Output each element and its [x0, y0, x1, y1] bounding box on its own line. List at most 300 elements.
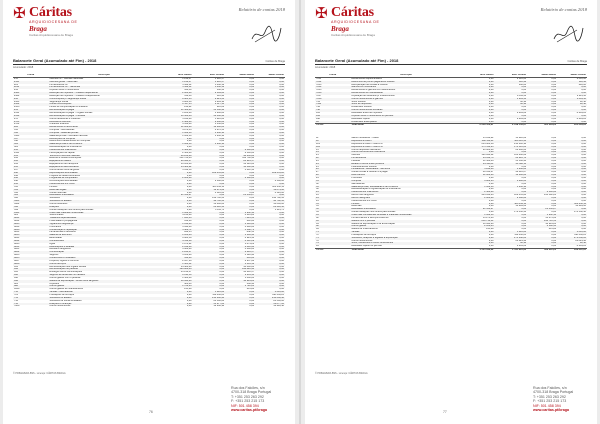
table-cell: 0,00: [495, 214, 528, 217]
table-cell: Água: [49, 242, 55, 245]
table-cell: 189 455,20: [514, 194, 527, 197]
table-cell: 2 310,00: [576, 77, 586, 80]
table-cell: 2 500,00: [462, 191, 495, 194]
table-cell: Resultado líquido: [351, 117, 370, 120]
table-cell: 0,00: [527, 151, 557, 154]
table-cell: 0,00: [255, 212, 285, 215]
table-cell: 2 811,50: [225, 274, 255, 277]
table-cell: Descontos de pronto pagamento obtidos: [350, 81, 462, 84]
table-cell: 0,00: [279, 163, 284, 166]
table-cell: 0,00: [551, 199, 557, 202]
table-cell: 0,00: [186, 140, 192, 143]
table-cell: 13 818,22: [482, 137, 494, 140]
table-cell: 0,00: [249, 305, 255, 308]
table-cell: 55: [316, 205, 319, 208]
table-cell: 437: [14, 168, 18, 171]
table-cell: 12 940,18: [213, 305, 225, 308]
table-cell: 2 246,37: [225, 251, 255, 254]
table-cell: 0,00: [488, 100, 494, 103]
table-cell: 0,00: [255, 194, 285, 197]
table-cell: 5 442,12: [160, 86, 193, 89]
table-cell: 0,00: [581, 177, 586, 179]
column-header: Saldo Crédito: [255, 74, 285, 77]
nif: NIF: 501 458 394: [533, 403, 561, 408]
report-title: Relatório de contas 2018: [238, 7, 285, 12]
table-cell: 118 430,25: [514, 233, 527, 236]
table-cell: 2 117,15: [160, 103, 193, 106]
table-cell: Investimentos financeiros: [48, 149, 160, 152]
table-cell: 8 904,22: [516, 117, 527, 120]
logo-name: Cáritas: [29, 5, 72, 20]
table-cell: Juros obtidos: [351, 100, 366, 103]
table-cell: 0,00: [462, 121, 495, 124]
table-cell: 312: [13, 132, 48, 135]
table-cell: Subsídios, doações e legados à exploração: [350, 237, 462, 240]
table-cell: 9 811,36: [576, 94, 586, 97]
table-cell: 0,00: [462, 231, 495, 234]
table-cell: 0,00: [225, 132, 255, 135]
table-cell: 0,00: [255, 223, 285, 226]
table-cell: 29: [316, 177, 319, 179]
balance-table: [13, 74, 285, 308]
table-cell: 0,00: [551, 142, 557, 145]
table-cell: 0,00: [193, 212, 226, 215]
table-cell: 792: [316, 106, 320, 109]
table-cell: 312 760,44: [242, 157, 255, 160]
table-cell: Matérias-primas - Mercado nacional: [49, 134, 88, 137]
table-cell: 0,00: [255, 86, 285, 89]
table-cell: 44: [315, 197, 350, 200]
table-cell: 7 845,33: [225, 217, 255, 220]
table-cell: 0,00: [527, 81, 557, 84]
table-cell: 0,00: [193, 160, 226, 163]
table-cell: 14 400,00: [180, 265, 192, 268]
table-cell: 0,00: [219, 146, 225, 149]
table-cell: 0,00: [488, 111, 494, 114]
table-cell: 0,00: [219, 214, 225, 217]
table-cell: 12 000,00: [160, 126, 193, 129]
address-line1: Rua dos Falcões, s/n: [231, 386, 265, 390]
table-cell: 638: [14, 276, 18, 279]
table-cell: 0,00: [495, 220, 528, 223]
table-cell: 31 877,63: [255, 303, 285, 306]
table-meta: Acumulado: 2018: [13, 66, 34, 69]
table-cell: 0,00: [225, 98, 255, 101]
table-cell: 26: [315, 168, 350, 171]
table-cell: 1 722,05: [225, 285, 255, 288]
table-cell: 50 000,00: [273, 202, 284, 205]
table-cell: 435: [13, 166, 48, 169]
table-cell: 410,00: [160, 257, 193, 260]
table-cell: 1 932,10: [182, 134, 192, 137]
table-cell: 12 000,00: [462, 174, 495, 177]
table-cell: Limpeza, higiene e conforto: [49, 259, 79, 262]
table-cell: 278: [14, 117, 18, 120]
table-cell: Outros rendimentos e ganhos: [350, 98, 462, 101]
table-cell: Outros devedores e credores: [49, 117, 81, 120]
table-cell: 0,00: [219, 163, 225, 166]
page-left: [3, 0, 295, 424]
table-cell: 0,00: [521, 228, 527, 231]
table-cell: 0,00: [557, 146, 587, 149]
software-footnote: © PRIMAVERA BSS - Licença: CÁRITAS BRAGA: [315, 372, 368, 375]
table-cell: Investimentos em curso: [48, 183, 160, 186]
table-cell: 6918: [14, 288, 20, 291]
table-cell: 0,00: [551, 188, 557, 191]
table-cell: 0,00: [488, 188, 494, 191]
table-cell: 2 310,00: [516, 77, 527, 80]
cross-flame-icon: ✠: [13, 4, 26, 22]
table-cell: Credores diversos: [49, 123, 69, 126]
table-cell: 12 874,66: [193, 189, 226, 192]
table-cell: 6233: [13, 234, 48, 237]
table-cell: 7813: [316, 83, 322, 86]
table-cell: 0,00: [249, 191, 255, 194]
table-cell: 2 019 550,67: [462, 124, 495, 127]
table-cell: 0,00: [225, 297, 255, 300]
table-cell: 0,00: [279, 248, 284, 251]
table-cell: 0,00: [160, 172, 193, 175]
table-cell: 0,00: [160, 183, 193, 186]
table-cell: 0,00: [495, 115, 528, 118]
table-cell: 48 610,07: [515, 171, 527, 174]
table-cell: 1 932,10: [527, 214, 557, 217]
table-cell: 0,00: [193, 194, 226, 197]
table-cell: 361: [13, 143, 48, 146]
table-cell: 2 180,00: [495, 197, 528, 200]
table-cell: 0,00: [193, 268, 226, 271]
table-cell: 5 442,12: [182, 83, 192, 86]
table-cell: 21 350,87: [160, 194, 193, 197]
table-cell: 5 442,12: [214, 83, 225, 86]
table-cell: 0,00: [462, 203, 495, 206]
page-right: [305, 0, 597, 424]
column-header: Mov. Débito: [160, 74, 193, 77]
table-cell: 0,00: [249, 299, 255, 302]
table-row: [315, 249, 587, 252]
table-cell: 0,00: [193, 234, 226, 237]
company-name: Cáritas de Braga: [265, 60, 285, 63]
table-cell: 0,00: [249, 100, 255, 103]
table-cell: 6268: [13, 263, 48, 266]
software-footnote: © PRIMAVERA BSS - Licença: CÁRITAS BRAGA: [13, 372, 66, 375]
table-cell: 4111: [14, 151, 19, 154]
table-cell: Rendas e alugueres: [49, 248, 71, 251]
table-cell: Vendas - Mercadorias: [48, 291, 160, 294]
table-cell: 2 500,00: [225, 149, 255, 152]
table-cell: 0,00: [279, 94, 284, 97]
table-cell: 0,00: [219, 265, 225, 268]
table-cell: Deslocações e estadas: [48, 246, 160, 249]
table-cell: Fundo de compensação do trabalho: [49, 106, 88, 109]
table-cell: 0,00: [488, 177, 494, 179]
table-cell: 0,00: [527, 115, 557, 118]
signature-icon: [551, 24, 585, 44]
table-cell: 258 710,31: [527, 220, 557, 223]
table-cell: 26 418,50: [255, 206, 285, 209]
table-cell: 186 452,11: [212, 185, 225, 188]
table-cell: Dividendos obtidos: [351, 106, 372, 109]
table-cell: 0,00: [249, 174, 255, 177]
table-cell: 0,00: [193, 251, 226, 254]
table-cell: 0,00: [557, 174, 587, 177]
table-cell: 215,88: [246, 288, 255, 291]
table-cell: Retenção de impostos - Trabalho independente: [49, 94, 100, 97]
table-cell: Outros subsídios: [49, 202, 68, 205]
table-cell: 0,00: [249, 140, 255, 143]
table-meta: Acumulado: 2018: [315, 66, 336, 69]
table-cell: Meios monetários - Caixa: [351, 137, 379, 140]
table-cell: 6 802,65: [462, 180, 495, 183]
table-cell: Outras contribuições: [48, 103, 160, 106]
table-cell: Edifícios e outras construções: [49, 157, 82, 160]
table-cell: 0,00: [551, 171, 557, 174]
table-cell: 0,00: [255, 138, 285, 141]
table-cell: 0,00: [186, 185, 192, 188]
table-cell: 0,00: [279, 174, 284, 177]
table-cell: 210,22: [216, 106, 225, 109]
table-cell: 2 018,60: [160, 246, 193, 249]
table-cell: Remunerações a pagar - Órgãos sociais: [49, 111, 93, 114]
table-cell: 0,00: [521, 106, 527, 109]
table-cell: 0,00: [488, 89, 494, 92]
table-cell: 0,00: [527, 237, 557, 240]
table-cell: 0,00: [225, 183, 255, 186]
table-cell: 0,00: [527, 197, 557, 200]
table-cell: 0,00: [255, 92, 285, 95]
table-cell: 4 312,09: [225, 240, 255, 243]
table-cell: 0,00: [551, 94, 557, 97]
table-cell: 511: [14, 185, 18, 188]
table-cell: Pessoal: [351, 159, 360, 162]
table-cell: Publicidade e propaganda: [49, 220, 78, 223]
table-cell: 0,00: [527, 121, 557, 124]
table-cell: 12 874,66: [255, 189, 285, 192]
table-cell: 1 874,22: [244, 242, 255, 245]
table-cell: Ativos fixos tangíveis: [351, 194, 374, 197]
table-cell: 241: [14, 89, 18, 92]
table-cell: 6263: [14, 254, 20, 257]
table-cell: 31 560,44: [193, 109, 226, 112]
column-header: Mov. Crédito: [193, 74, 226, 77]
table-cell: 3 690,00: [182, 225, 192, 228]
table-cell: 0,00: [551, 83, 557, 86]
table-cell: 28 944,17: [160, 160, 193, 163]
table-cell: 12 940,18: [273, 305, 284, 308]
table-cell: TOTAL: [315, 124, 350, 127]
table-cell: 443: [13, 177, 48, 180]
table-cell: 20 000,00: [482, 148, 494, 151]
table-cell: 122: [315, 146, 350, 149]
table-cell: 0,00: [255, 132, 285, 135]
table-cell: 89: [315, 121, 350, 124]
table-cell: Compras - Mercadorias: [49, 129, 75, 132]
table-cell: 81: [316, 245, 319, 248]
table-cell: 254 592,83: [544, 194, 557, 197]
table-cell: 1 218,37: [160, 81, 193, 84]
table-cell: 0,00: [255, 274, 285, 277]
table-cell: 2 108,45: [527, 225, 557, 228]
table-cell: Participações de capital: [49, 151, 75, 154]
table-cell: 0,00: [279, 123, 284, 126]
table-cell: 13 818,22: [515, 137, 527, 140]
balance-table: [315, 74, 587, 252]
table-cell: 16 994,66: [515, 205, 527, 208]
table-cell: 36 120,00: [180, 163, 192, 166]
column-header: Saldo Débito: [225, 74, 255, 77]
table-cell: 0,00: [581, 89, 586, 92]
table-cell: Combustíveis: [48, 240, 160, 243]
table-cell: 0,00: [279, 288, 284, 291]
table-cell: 0,00: [551, 117, 557, 120]
table-cell: 5 810,00: [214, 117, 225, 120]
table-cell: Subsídios do Estado: [48, 200, 160, 203]
table-body: [13, 77, 285, 308]
table-cell: 1 218,37: [214, 77, 225, 80]
table-cell: 444 048,03: [481, 194, 494, 197]
table-cell: 8 904,22: [576, 245, 586, 248]
table-cell: 0,00: [521, 89, 527, 92]
table-cell: 0,00: [186, 174, 192, 177]
table-cell: Remunerações a pagar: [48, 109, 160, 112]
table-cell: 98 702,33: [255, 200, 285, 203]
table-cell: 3 600,00: [182, 248, 192, 251]
table-cell: 0,00: [225, 92, 255, 95]
table-cell: 9 811,36: [517, 94, 527, 97]
logo-city: Braga: [331, 25, 349, 33]
table-cell: 0,00: [557, 109, 587, 112]
table-cell: 0,00: [279, 242, 284, 245]
table-cell: 0,00: [462, 86, 495, 89]
table-cell: 13: [316, 148, 319, 151]
table-cell: 38: [316, 188, 319, 191]
table-cell: 432: [14, 157, 18, 160]
table-cell: 561: [13, 194, 48, 197]
table-cell: 1 932,10: [193, 132, 226, 135]
table-cell: 791: [316, 100, 320, 103]
table-cell: 1 106,44: [160, 234, 193, 237]
table-title: Balancete Geral (Acumulado até Fim) - 2018: [315, 58, 399, 63]
table-cell: Contribuições p/ Segurança Social: [48, 98, 160, 101]
table-cell: Vigilância e segurança: [48, 223, 160, 226]
table-cell: 0,00: [225, 109, 255, 112]
table-cell: 0,00: [462, 103, 495, 106]
table-cell: 8 904,22: [516, 111, 527, 114]
table-cell: 18 944,20: [545, 222, 557, 225]
table-cell: 11: [316, 137, 319, 140]
table-cell: 0,00: [219, 276, 225, 279]
table-cell: 0,00: [551, 137, 557, 140]
table-cell: 0,00: [488, 94, 494, 97]
table-cell: 18 944,20: [225, 280, 255, 283]
table-cell: 23: [316, 159, 319, 162]
phone: T: +351 253 263 292: [231, 394, 264, 399]
table-cell: Outros ativos fixos tangíveis: [49, 168, 80, 171]
table-cell: Vendas: [350, 231, 462, 234]
website-link[interactable]: www.caritas.pt/braga: [231, 408, 268, 413]
table-cell: 0,00: [581, 171, 586, 174]
table-cell: 635: [14, 271, 18, 274]
table-cell: 0,00: [249, 83, 255, 86]
table-cell: 0,00: [521, 188, 527, 191]
table-cell: 0,00: [551, 239, 557, 242]
table-cell: Material de escritório: [48, 234, 160, 237]
table-cell: 3 612,50: [182, 168, 192, 171]
table-cell: 0,00: [527, 92, 557, 95]
table-cell: 442: [14, 174, 18, 177]
table-cell: 0,00: [279, 89, 284, 92]
table-cell: 118,42: [495, 81, 528, 84]
table-cell: 14 380,92: [160, 166, 193, 169]
table-cell: 381: [14, 146, 18, 149]
fax: F: +351 253 215 173: [533, 399, 567, 404]
table-cell: 312,40: [216, 94, 225, 97]
table-cell: 42,18: [495, 242, 528, 245]
table-cell: 7817: [316, 94, 322, 97]
table-row: [315, 127, 587, 137]
table-cell: 0,00: [225, 200, 255, 203]
table-cell: 4 210,80: [182, 214, 192, 217]
table-cell: 1 218,37: [182, 77, 192, 80]
table-cell: Imposto sobre o rendimento: [49, 89, 80, 92]
table-cell: 438: [13, 172, 48, 175]
website-link[interactable]: www.caritas.pt/braga: [533, 408, 570, 413]
table-cell: 64 912,70: [495, 157, 528, 160]
table-cell: 68: [315, 225, 350, 228]
table-cell: 818: [316, 117, 320, 120]
table-cell: 0,00: [219, 168, 225, 171]
table-cell: 26 024,46: [575, 239, 586, 242]
table-cell: 0,00: [557, 197, 587, 200]
table-cell: 25: [316, 165, 319, 168]
table-cell: Trabalhos especializados: [48, 217, 160, 220]
table-cell: 271 038,03: [495, 237, 528, 240]
table-cell: 215,88: [548, 228, 557, 231]
table-cell: 75: [315, 237, 350, 240]
table-cell: 0,00: [193, 166, 226, 169]
table-cell: Fornecedores c/c: [49, 83, 68, 86]
table-cell: 751: [13, 297, 48, 300]
table-cell: 0,00: [255, 257, 285, 260]
table-cell: 0,00: [527, 203, 557, 206]
table-cell: 7 845,33: [160, 217, 193, 220]
table-cell: 0,00: [557, 180, 587, 183]
table-cell: 282: [13, 126, 48, 129]
table-cell: 0,00: [255, 268, 285, 271]
table-cell: Seguros de acidentes no trabalho: [48, 274, 160, 277]
table-cell: Equipamento básico: [48, 160, 160, 163]
table-cell: 0,00: [249, 111, 255, 114]
table-cell: 0,00: [255, 143, 285, 146]
table-cell: 7818: [315, 98, 350, 101]
table-cell: Outros gastos: [350, 225, 462, 228]
table-cell: 0,00: [160, 138, 193, 141]
table-cell: 118 430,25: [212, 293, 225, 296]
table-cell: 59: [316, 211, 319, 214]
table-cell: 48 230,00: [225, 155, 255, 158]
table-cell: 0,00: [249, 180, 255, 183]
table-cell: 3 240,00: [495, 168, 528, 171]
table-cell: 0,00: [557, 151, 587, 154]
table-cell: 0,00: [462, 81, 495, 84]
table-cell: 0,00: [279, 254, 284, 257]
table-cell: Investimentos em curso: [351, 199, 377, 202]
table-cell: 0,00: [521, 222, 527, 225]
table-cell: Ativos intangíveis: [350, 197, 462, 200]
table-cell: 0,00: [551, 182, 557, 185]
logo-subtitle: ARQUIDIOCESANA DE: [331, 20, 380, 24]
table-cell: 0,00: [160, 297, 193, 300]
